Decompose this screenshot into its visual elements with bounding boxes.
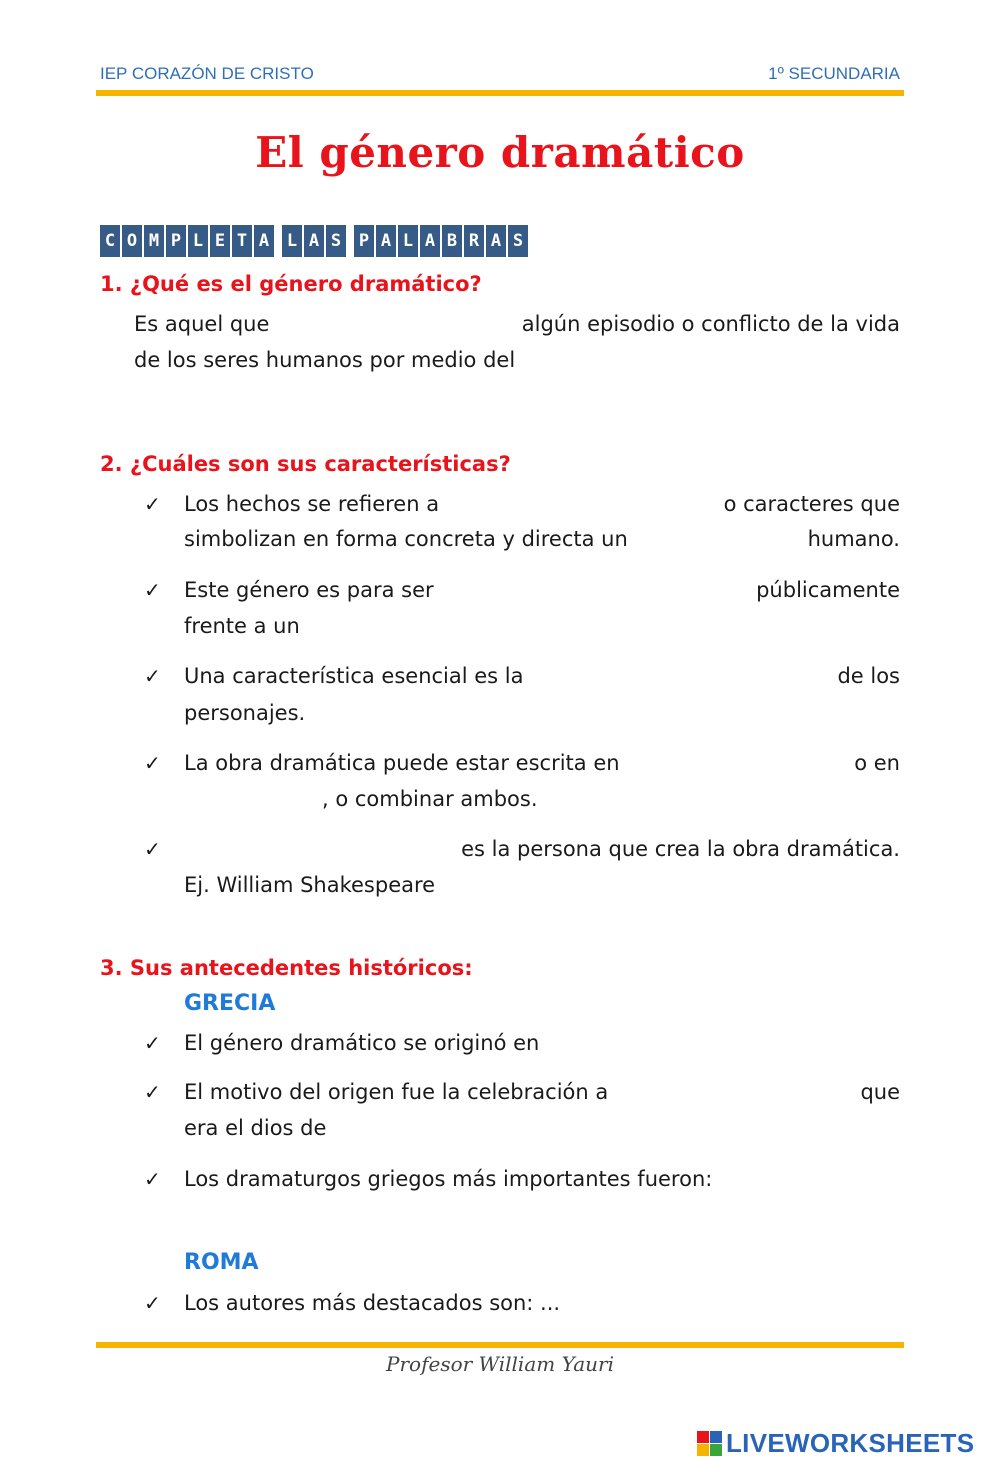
banner-letter-tile: L xyxy=(282,225,302,257)
checkmark-icon: ✓ xyxy=(144,751,161,775)
banner-word xyxy=(100,225,274,257)
question-2-heading: 2. ¿Cuáles son sus características? xyxy=(100,452,511,476)
q3-grecia-blank-3[interactable] xyxy=(356,1110,636,1144)
q2-item4-text-c: , o combinar ambos. xyxy=(322,787,538,811)
q2-item2-blank-1[interactable] xyxy=(524,572,734,606)
checkmark-icon: ✓ xyxy=(144,837,161,861)
q2-item1-text-d: humano. xyxy=(807,527,900,551)
q3-grecia-text-2c: era el dios de xyxy=(184,1116,327,1140)
grade-label: 1º SECUNDARIA xyxy=(768,64,900,83)
banner-letter-tile: E xyxy=(210,225,230,257)
q2-item1-text-c: simbolizan en forma concreta y directa un xyxy=(184,527,628,551)
q1-text-b: algún episodio o conflicto de la vida xyxy=(521,312,900,336)
question-3-heading: 3. Sus antecedentes históricos: xyxy=(100,956,473,980)
q3-grecia-text-1: El género dramático se originó en xyxy=(184,1031,540,1055)
liveworksheets-watermark xyxy=(697,1428,974,1459)
banner-letter-tile: C xyxy=(100,225,120,257)
banner-letter-tile: A xyxy=(376,225,396,257)
q2-item4-text-a: La obra dramática puede estar escrita en xyxy=(184,751,620,775)
checkmark-icon: ✓ xyxy=(144,664,161,688)
q2-item4-blank-2[interactable] xyxy=(184,781,314,815)
banner-word xyxy=(282,225,346,257)
banner-letter-tile: A xyxy=(304,225,324,257)
grecia-heading: GRECIA xyxy=(184,991,276,1016)
banner-letter-tile: L xyxy=(398,225,418,257)
q1-text-a: Es aquel que xyxy=(134,312,270,336)
banner-letter-tile: A xyxy=(420,225,440,257)
roma-heading: ROMA xyxy=(184,1250,259,1275)
teacher-name: Profesor William Yauri xyxy=(386,1352,614,1376)
checkmark-icon: ✓ xyxy=(144,1167,161,1191)
q2-item1-blank-2[interactable] xyxy=(694,521,794,555)
q2-item4-text-b: o en xyxy=(854,751,900,775)
banner-letter-tile: S xyxy=(508,225,528,257)
q3-grecia-blank-2[interactable] xyxy=(676,1074,846,1108)
banner-letter-tile: S xyxy=(326,225,346,257)
footer-rule xyxy=(96,1342,904,1348)
banner-letter-tile: A xyxy=(254,225,274,257)
q2-item2-blank-2[interactable] xyxy=(326,608,546,642)
q2-item3-blank[interactable] xyxy=(656,658,816,694)
school-name: IEP CORAZÓN DE CRISTO xyxy=(100,64,314,83)
q3-grecia-blank-4[interactable] xyxy=(184,1197,884,1231)
question-1-heading: 1. ¿Qué es el género dramático? xyxy=(100,272,482,296)
q1-blank-2[interactable] xyxy=(562,342,882,376)
banner-letter-tile: P xyxy=(354,225,374,257)
q2-item3-text-a: Una característica esencial es la xyxy=(184,664,524,688)
q3-roma-text-1: Los autores más destacados son: ... xyxy=(184,1291,561,1315)
q2-item3-text-b: de los xyxy=(837,664,900,688)
banner-letter-tile: A xyxy=(486,225,506,257)
q3-grecia-text-2b: que xyxy=(860,1080,900,1104)
q2-item2-text-c: frente a un xyxy=(184,614,300,638)
checkmark-icon: ✓ xyxy=(144,578,161,602)
q2-item5-text-b: Ej. William Shakespeare xyxy=(184,873,436,897)
q2-item5-blank[interactable] xyxy=(184,831,394,865)
liveworksheets-logo-icon xyxy=(697,1431,722,1456)
q1-blank-1[interactable] xyxy=(290,306,458,340)
q2-item1-blank-1[interactable] xyxy=(501,486,661,522)
header-rule xyxy=(96,90,904,96)
banner-letter-tile: O xyxy=(122,225,142,257)
q3-grecia-blank-1[interactable] xyxy=(594,1025,874,1059)
banner-letter-tile: R xyxy=(464,225,484,257)
q2-item3-line1 xyxy=(184,658,900,694)
q3-grecia-text-3: Los dramaturgos griegos más importantes fueron: xyxy=(184,1167,713,1191)
banner-letter-tile: L xyxy=(188,225,208,257)
checkmark-icon: ✓ xyxy=(144,1080,161,1104)
q2-item4-blank-1[interactable] xyxy=(706,745,836,779)
q1-text-c: de los seres humanos por medio del xyxy=(134,348,516,372)
liveworksheets-text: LIVEWORKSHEETS xyxy=(726,1428,975,1458)
banner-letter-tile: P xyxy=(166,225,186,257)
banner-letter-tile: T xyxy=(232,225,252,257)
q2-item1-text-a: Los hechos se refieren a xyxy=(184,492,440,516)
q2-item1-text-b: o caracteres que xyxy=(723,492,900,516)
banner-letter-tile: B xyxy=(442,225,462,257)
q2-item2-text-b: públicamente xyxy=(756,578,900,602)
q2-item3-text-c: personajes. xyxy=(184,701,306,725)
q2-item5-text-a: es la persona que crea la obra dramática. xyxy=(461,837,900,861)
instruction-banner xyxy=(100,225,528,257)
banner-letter-tile: M xyxy=(144,225,164,257)
checkmark-icon: ✓ xyxy=(144,1031,161,1055)
q2-item1-line1 xyxy=(184,486,900,522)
checkmark-icon: ✓ xyxy=(144,1291,161,1315)
page-title: El género dramático xyxy=(255,128,745,177)
banner-word xyxy=(354,225,528,257)
q3-grecia-text-2a: El motivo del origen fue la celebración a xyxy=(184,1080,609,1104)
q2-item2-text-a: Este género es para ser xyxy=(184,578,434,602)
checkmark-icon: ✓ xyxy=(144,492,161,516)
